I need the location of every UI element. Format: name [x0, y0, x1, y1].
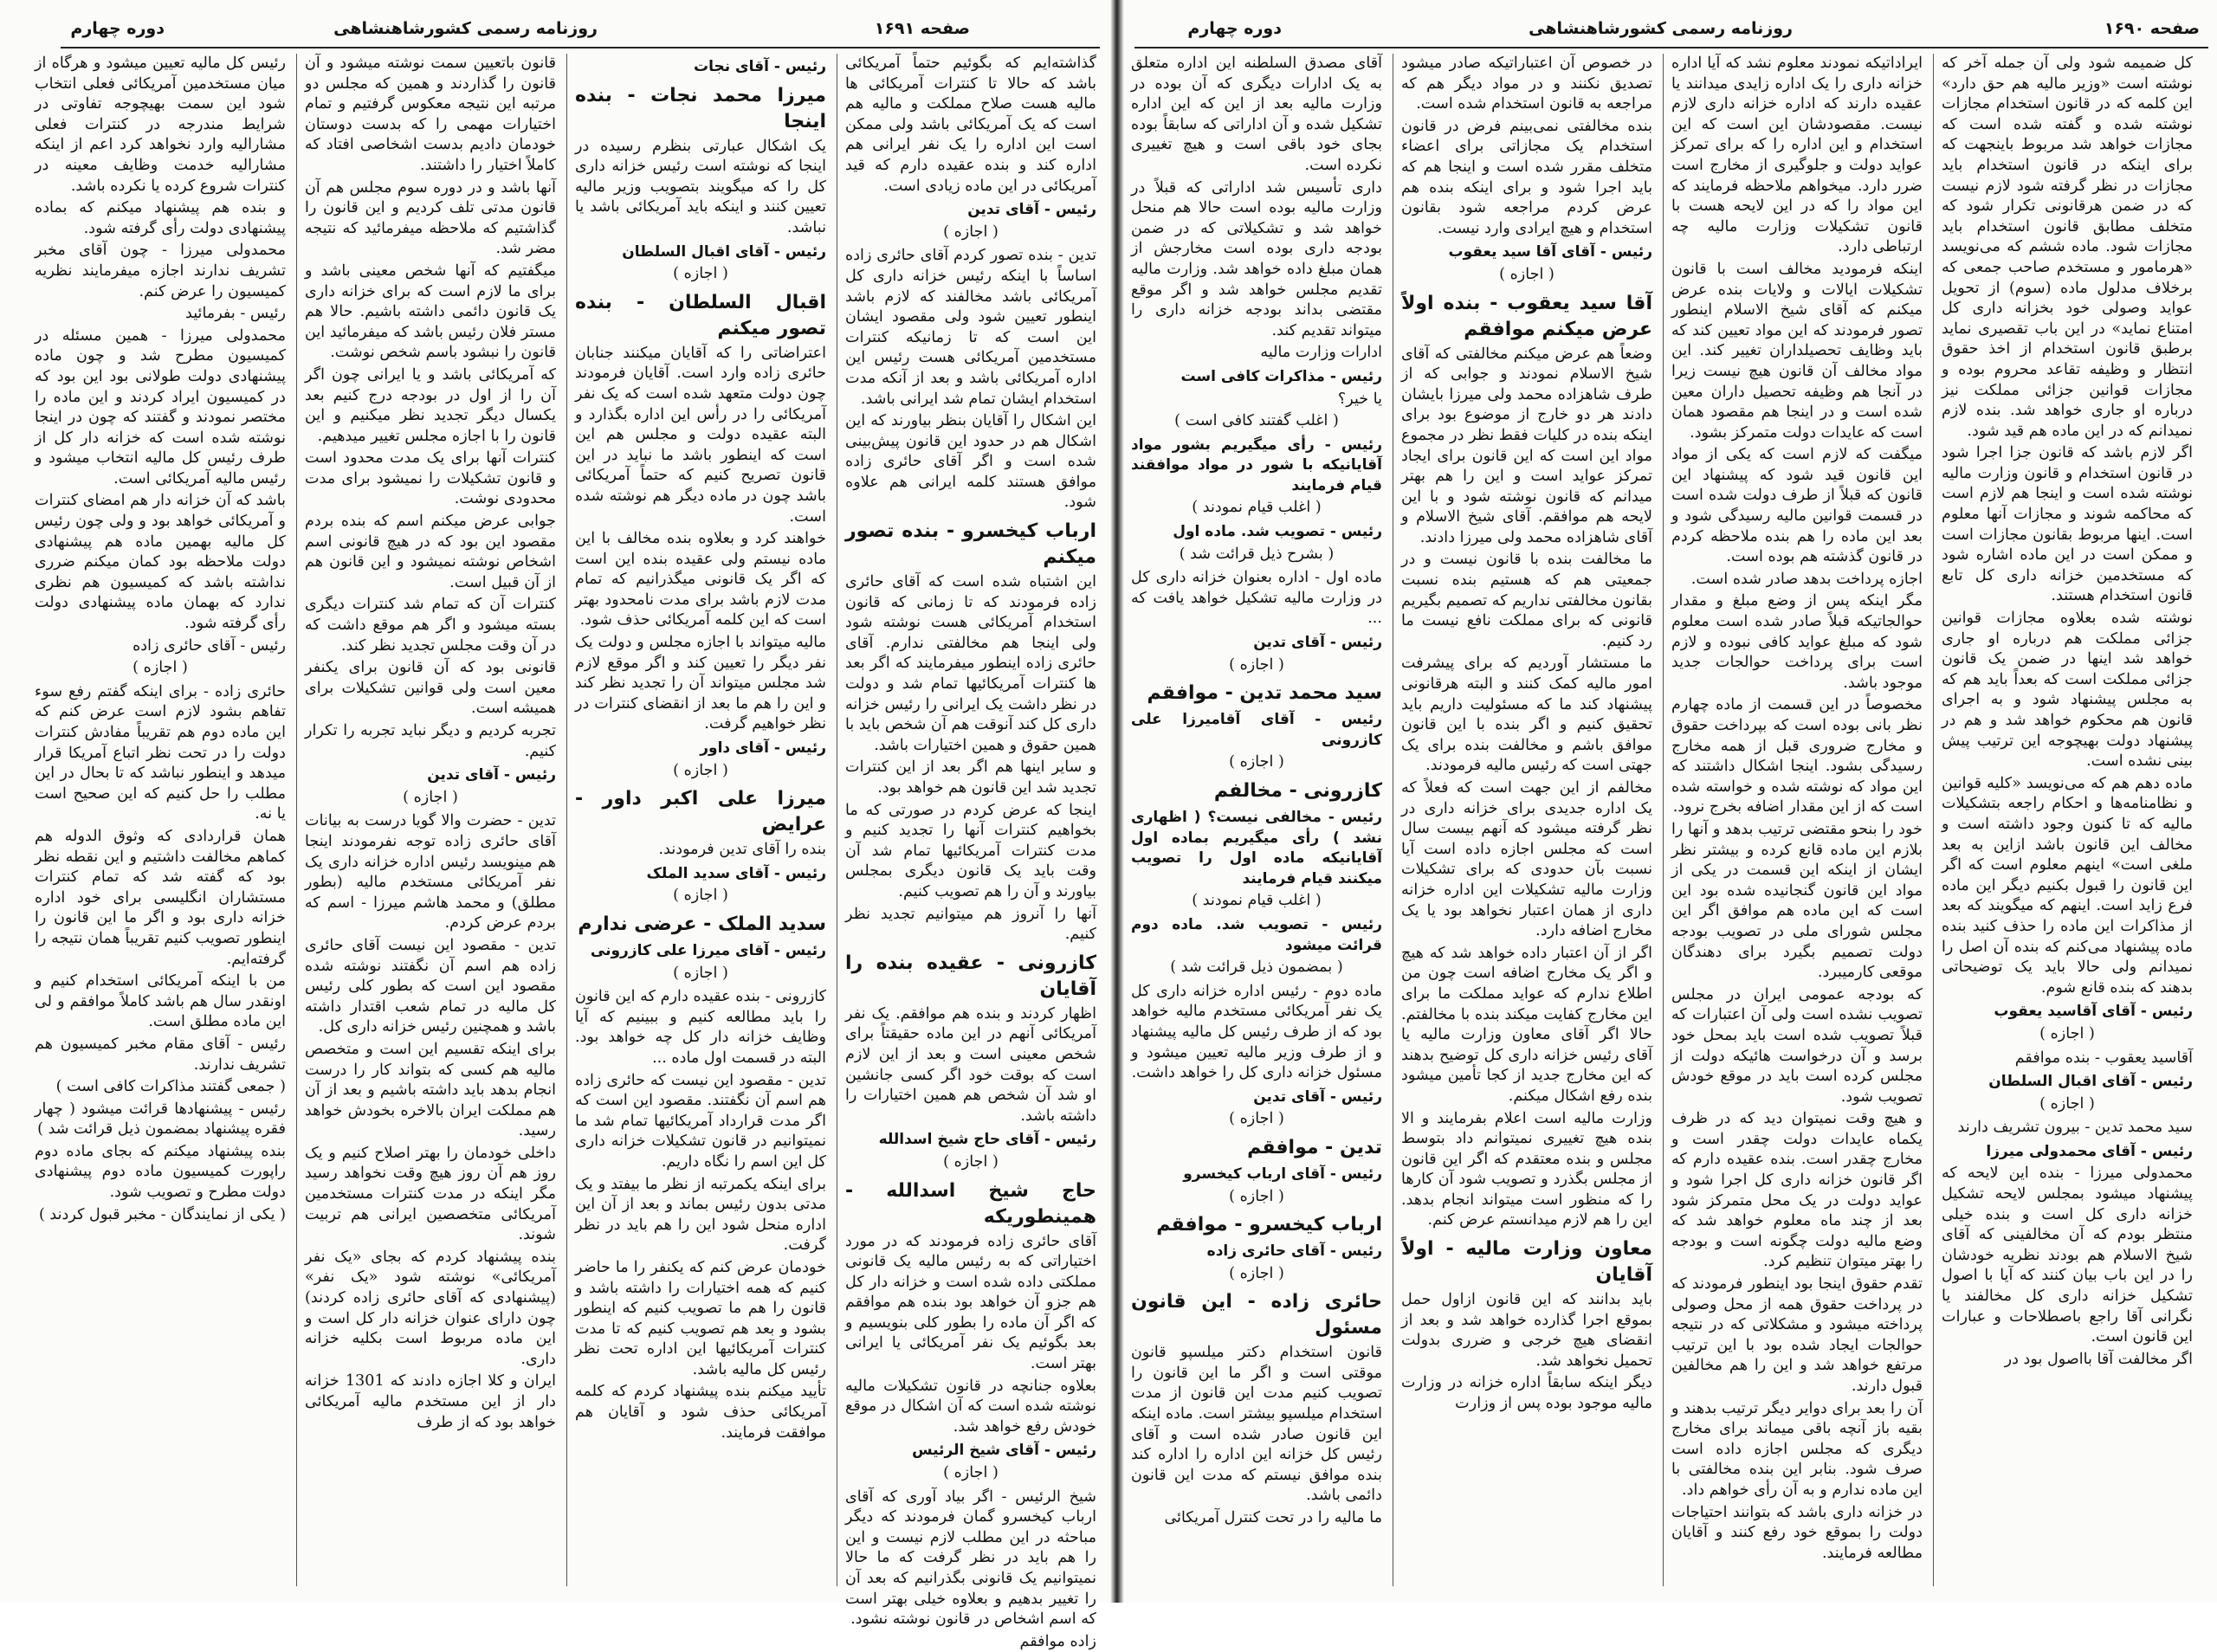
- permission-note: ( اجازه ): [1229, 655, 1284, 674]
- speaker-line: رئیس - آقای شیخ الرئیس: [912, 1442, 1096, 1460]
- speaker-heading: تدین - موافقم: [1247, 1136, 1382, 1158]
- paragraph: در خزانه داری باشد که بتوانند احتیاجات دولت را بموقع خود رفع کنند و آقایان مطالعه فرمایند.: [1671, 1503, 1923, 1562]
- paragraph: آنها را آنروز هم میتوانیم تجدید نظر کنیم.: [845, 905, 1096, 944]
- speaker-line: رئیس - آقای تدین: [967, 201, 1096, 219]
- paragraph: ما مالیه را در تحت کنترل آمریکائی: [1164, 1509, 1382, 1527]
- paragraph: ادارات وزارت مالیه: [1260, 344, 1382, 362]
- page-number: صفحه ۱۶۹۰: [2104, 19, 2200, 38]
- paragraph: آقای مصدق السلطنه این اداره متعلق به یک ادارات دیگری که آن بوده در وزارت مالیه بعد از این که این اداره تشکیل شده و آن اداراتی که سابقاً بوده بجای خود باقی است و هیچ تغییری نکرده است.: [1131, 55, 1382, 174]
- paragraph: آقای حائری زاده فرمودند که در مورد اختیاراتی که به رئیس مالیه یک قانونی مملکتی داده شده است و خزانه دار کل هم جزو آن خواهد بود بنده هم موافقم که اگر آن ماده را بطور کلی بنویسیم و بعد بگوئیم یک نفر آمریکائی یا ایرانی بهتر است.: [845, 1232, 1096, 1373]
- permission-note: ( اجازه ): [673, 761, 728, 779]
- paragraph: داری تأسیس شد اداراتی که قبلاً در وزارت مالیه بوده است حالا هم منحل خواهد شد و تشکیلاتی که در ضمن بودجه داری بوده است مخارجش از همان مبلغ داده خواهد شد. وزارت مالیه تقدیم مجلس خواهد شد و اگر موقع مقتضی بداند بودجه خزانه داری را میتواند تقدیم کند.: [1131, 178, 1382, 339]
- paragraph: این اشکال را آقایان بنظر بیاورند که این اشکال هم در حدود این قانون پیش‌بینی شده است و اگر آقای حائری زاده موافق هستند کلمه ایرانی هم علاوه شود.: [845, 412, 1096, 512]
- paragraph: محمدولی میرزا - همین مسئله در کمیسیون مطرح شد و چون ماده پیشنهادی دولت طولانی بود این بود که در کمیسیون ایراد کردند و این ماده را مختصر نمودند و گفتند که چون در اینجا نوشته شده است که خزانه دار کل از طرف رئیس کل مالیه انتخاب میشود و رئیس مالیه آمریکائی است.: [35, 326, 286, 487]
- speaker-heading: آقا سید یعقوب - بنده اولاً عرض میکنم موافقم: [1401, 292, 1652, 340]
- paragraph: اعتراضاتی را که آقایان میکنند جنابان حائری زاده وارد است. آقایان فرمودند چون دولت متعهد شده است که یک نفر آمریکائی را در رأس این اداره بگذارد و البته عقیده دولت و مجلس هم این است که اینطور باشد ما نباید در این قانون تصریح کنیم که حتماً آمریکائی باشد چون در ماده دیگر هم نوشته شده است.: [575, 344, 826, 526]
- text-column: [1664, 54, 1929, 1586]
- permission-note: ( اجازه ): [673, 887, 728, 905]
- text-column: [1935, 54, 2200, 1586]
- speaker-heading: معاون وزارت مالیه - اولاً آقایان: [1401, 1238, 1652, 1287]
- right-page: [1117, 0, 2217, 1603]
- paragraph: همان قراردادی که وثوق الدوله هم کماهم مخالفت داشتیم و این نقطه نظر بود که گفته شد که تمام کنترات مستشاران انگلیسی برای خود اداره خزانه داری بود و اگر ما این قانون را اینطور تصویب کنیم تقریباً همان نتیجه را گرفته‌ایم.: [35, 827, 286, 968]
- permission-note: ( اجازه ): [133, 659, 188, 677]
- permission-note: ( بشرح ذیل قرائت شد ): [1179, 545, 1335, 563]
- paragraph: اینکه فرمودید مخالف است با قانون تشکیلات ایالات و ولایات بنده عرض میکنم که آقای شیخ الاسلام اینطور تصور فرمودند که این مواد تعیین کند که باید وظایف تحصیلداران تغییر کند. این مواد مخالف آن قانون هیچ نیست زیرا در آنجا هم وظیفه تحصیل داران معین شده است و در اینجا هم مقصود همان است که عایدات دولت متمرکز بشود.: [1671, 260, 1923, 442]
- paragraph: اجازه پرداخت بدهد صادر شده است.: [1690, 570, 1923, 588]
- speaker-line: رئیس - رأی میگیریم بشور مواد آقایانیکه با شور در مواد موافقند قیام فرمایند: [1131, 436, 1382, 494]
- paragraph: محمدولی میرزا - چون آقای مخبر تشریف ندارند اجازه میفرمایند نظریه کمیسیون را عرض کنم.: [35, 242, 286, 300]
- speaker-line: رئیس - مذاکرات کافی است: [1180, 367, 1382, 385]
- permission-note: ( اجازه ): [1229, 1110, 1284, 1128]
- paragraph: ( جمعی گفتند مذاکرات کافی است ): [55, 1078, 286, 1096]
- paragraph: تجربه کردیم و دیگر نباید تجربه را تکرار کنیم.: [305, 722, 556, 760]
- speaker-line: رئیس - آقای آقا سید یعقوب: [1448, 243, 1652, 261]
- speaker-line: رئیس - آقای محمدولی میرزا: [1986, 1142, 2193, 1160]
- paragraph: خودمان عرض کنم که یکنفر را ما حاضر کنیم که همه اختیارات را داشته باشد و قانون را هم ما تصویب کنیم که اینطور بشود و بعد هم تصویب کنیم که تا مدت کنترات آمریکائیها این اداره تحت نظر رئیس کل مالیه باشد.: [575, 1258, 826, 1378]
- permission-note: ( اجازه ): [403, 788, 458, 806]
- paragraph: این اشتباه شده است که آقای حائری زاده فرمودند که تا زمانی که قانون استخدام آمریکائی هست نوشته شود ولی اینجا هم مخالفتی ندارم. آقای حائری زاده اینطور میفرمایند که اگر بعد ها کنترات آمریکائیها تمام شد و دولت در نظر داشت یک ایرانی را رئیس خزانه داری کل کند آنوقت هم آن شخص باید با همین حقوق و همین اختیارات باشد.: [844, 573, 1096, 754]
- speaker-line: رئیس - تصویب شد. ماده اول: [1173, 523, 1382, 541]
- speaker-line: رئیس - آقای تدین: [1253, 634, 1382, 652]
- paragraph: ماده دهم هم که می‌نویسد «کلیه قوانین و نظامنامه‌ها و احکام راجعه بتشکیلات مالیه که تا کنون وجود داشته است و مخالف این قانون باشد ازاین به بعد ملغی است» اینهم معلوم است که اگر این قانون را قبول بکنیم دیگر این ماده فرع زاید است. اینهم که میگویند که بعد از مذاکرات این ماده را حذف کنید بنده ماده پیشنهاد می‌کنم که بنده آن اصل را نمیدانم ولی حالا باید یک توضیحاتی بدهند که بنده قانع شوم.: [1942, 774, 2193, 997]
- speaker-line: رئیس - آقای نجات: [694, 58, 826, 75]
- permission-note: ( اجازه ): [943, 223, 999, 241]
- permission-note: ( اجازه ): [943, 1464, 999, 1482]
- speaker-line: رئیس - آقای سدید الملک: [646, 864, 826, 882]
- paragraph: دیگر اینکه سابقاً اداره خزانه در وزارت مالیه موجود بوده پس از وزارت: [1401, 1374, 1652, 1413]
- paragraph: تدین - حضرت والا گویا درست به بیانات آقای حائری زاده توجه نفرمودند اینجا هم مینویسد رئیس اداره خزانه داری یک نفر آمریکائی مستخدم مالیه (بطور مطلق) و محمد هاشم میرزا - اسم که بردم عرض کردم.: [305, 812, 556, 932]
- permission-note: ( اجازه ): [943, 1152, 999, 1171]
- permission-note: ( اغلب قیام نمودند ): [1192, 499, 1322, 517]
- paragraph: سید محمد تدین - بیرون تشریف دارند: [1957, 1119, 2193, 1137]
- page-header: [1134, 12, 2208, 48]
- paragraph: وضعاً هم عرض میکنم مخالفتی که آقای شیخ الاسلام نمودند و جوابی که از طرف شاهزاده محمد ولی میرزا بایشان دادند هر دو خارج از موضوع بود برای اینکه بنده در کلیات فقط نظر در مجموع مواد این است که این قانون برای ایجاد تمرکز عواید است و این را هم بهتر میدانم که قانون نوشته شود و با این لایحه هم موافقم. آقای شیخ الاسلام و آقای شاهزاده محمد ولی میرزا دادند.: [1401, 345, 1652, 546]
- paragraph: اگر از آن اعتبار داده خواهد شد که هیچ و اگر یک مخارج اضافه است چون من اطلاع ندارم که عواید مملکت ما برای این مخارج کفایت میکند بنده با مخالفتم. حالا اگر آقای معاون وزارت مالیه یا آقای رئیس خزانه داری کل توضیح بدهند که این مخارج جدید از کجا تأمین میشود بنده رفع اشکال میکنم.: [1401, 944, 1652, 1105]
- speaker-heading: حاج شیخ اسدالله - همینطوریکه: [845, 1179, 1096, 1228]
- paragraph: ماده اول - اداره بعنوان خزانه داری کل در وزارت مالیه تشکیل خواهد یافت که ...: [1131, 569, 1382, 628]
- speaker-line: رئیس - آقای حاج شیخ اسدالله: [878, 1131, 1096, 1149]
- speaker-heading: ارباب کیخسرو - بنده تصور میکنم: [845, 520, 1096, 569]
- paragraph: کنترات آن که تمام شد کنترات دیگری بسته میشود و اگر هم موقع داشت که در آن وقت مجلس تجدید نظر کند.: [305, 596, 556, 655]
- paragraph: یک اشکال عبارتی بنظرم رسیده در اینجا که نوشته است رئیس خزانه داری کل را که میگویند بتصویب وزیر مالیه تعیین کنند و اینکه باید آمریکائی باشد یا نباشد.: [575, 137, 826, 236]
- paragraph: گذاشته‌ایم که بگوئیم حتماً آمریکائی باشد که حالا تا کنترات آمریکائی ها مالیه هست صلاح مملکت و مالیه هم است که یک آمریکائی باشد ولی ممکن است این اداره را یک نفر ایرانی هم اداره کند و بنده عقیده دارم که قید آمریکائی در این ماده زیادی است.: [845, 55, 1096, 195]
- paragraph: آنها باشد و در دوره سوم مجلس هم آن قانون مدتی تلف کردیم و این قانون را گذاشتیم که ملاحظه میفرمائید که نتیجه مضر شد.: [305, 178, 556, 258]
- speaker-heading: سدید الملک - عرضی ندارم: [578, 913, 826, 935]
- page-number: صفحه ۱۶۹۱: [874, 19, 970, 38]
- paragraph: ایران و کلا اجازه دادند که 1301 خزانه دار از این مستخدم مالیه آمریکائی خواهد بود که از طرف: [305, 1372, 556, 1431]
- paragraph: قانونی بود که آن قانون برای یکنفر معین است ولی قوانین تشکیلات برای همیشه است.: [305, 659, 556, 718]
- paragraph: ایراداتیکه نمودند معلوم نشد که آیا اداره خزانه داری را یک اداره زایدی میدانند یا عقیده دارند که اداره خزانه داری لازم نیست. مقصودشان این است که این استخدام و این اداره را که برای تمرکز عواید دولت و جلوگیری از مخارج است ضرر دارد. میخواهم ملاحظه فرمایند که این مواد را که در این لایحه هست با قانون تشکیلات وزارت مالیه چه ارتباطی دارد.: [1671, 55, 1923, 256]
- paragraph: تقدم حقوق اینجا بود اینطور فرمودند که در پرداخت حقوق همه از محل وصولی پرداخته میشود و مشکلاتی که در نتیجه حوالجات ایجاد شده بود با این ترتیب مرتفع خواهد شد و این را هم مخالفین قبول دارند.: [1671, 1275, 1923, 1395]
- paragraph: رئیس - آقای حائری زاده: [133, 636, 286, 655]
- speaker-line: رئیس - آقای میرزا علی کازرونی: [590, 942, 826, 959]
- speaker-line: رئیس - آقای آقاسید یعقوب: [1994, 1003, 2193, 1021]
- paragraph: مالیه میتواند با اجازه مجلس و دولت یک نفر دیگر را تعیین کند و اگر موقع لازم شد مجلس میتواند آن را تجدید نظر کند و این را هم ما بعد از انقضای کنترات در نظر خواهیم گرفت.: [575, 634, 826, 733]
- paragraph: بنده را آقای تدین فرمودند.: [658, 841, 826, 859]
- paragraph: خواهند کرد و بعلاوه بنده مخالف با این ماده نیستم ولی عقیده بنده این است که اگر یک قانونی میگذرانیم که تمام مدت لازم باشد برای مدت نامحدود بهتر است که این کلمه آمریکائی حذف شود.: [575, 530, 826, 629]
- paragraph: یا خیر؟: [1337, 390, 1382, 408]
- paragraph: ماده دوم - رئیس اداره خزانه داری کل یک نفر آمریکائی مستخدم مالیه خواهد بود که از طرف رئیس کل مالیه پیشنهاد و از طرف وزیر مالیه تعیین میشود و مسئول خزانه داری کل را خواهد داشت.: [1131, 982, 1382, 1082]
- speaker-heading: میرزا علی اکبر داور - عرایض: [575, 788, 826, 836]
- paragraph: اگر لازم باشد که قانون جزا اجرا شود در قانون استخدام و قانون وزارت مالیه نوشته شده است و اینجا هم لازم است که محاکمه شوند و مجازات آنها معلوم است. اینها مربوط بقانون مجازات است و ممکن است در این ماده اشاره شود که مستخدمین خزانه داری کل تابع قانون استخدام هستند.: [1942, 444, 2193, 605]
- paragraph: بنده پیشنهاد کردم که بجای «یک نفر آمریکائی» نوشته شود «یک نفر» (پیشنهادی که آقای حائری زاده کردند) چون دارای عنوان خزانه دار کل است و این ماده مربوط است بکلیه خزانه داری.: [305, 1248, 556, 1368]
- paragraph: بنده مخالفتی نمی‌بینم فرض در قانون استخدام یک مجازاتی برای اعضاء متخلف مقرر شده است و اینجا هم که باید اجرا شود و برای اینکه بنده هم عرض کردم مراجعه شود بقانون استخدام و هیچ ایرادی وارد نیست.: [1401, 117, 1652, 237]
- speaker-line: رئیس - آقای حائری زاده: [1206, 1242, 1382, 1261]
- paragraph: بنده پیشنهاد میکنم که بجای ماده دوم راپورت کمیسیون ماده دوم پیشنهادی دولت مطرح و تصویب شود.: [35, 1142, 286, 1202]
- session-label: دوره چهارم: [1187, 19, 1282, 38]
- paragraph: حائری زاده - برای اینکه گفتم رفع سوء تفاهم بشود لازم است عرض کنم که این ماده دوم هم تقریباً مفادش کنترات دولت را در تحت نظر اتباع آمریکا قرار میدهد و اینطور نباشد که تا بحال در این مطلب را حل کنیم که این صحیح است یا نه.: [35, 682, 286, 823]
- paragraph: مگر اینکه پس از وضع مبلغ و مقدار حوالجاتیکه قبلاً صادر شده است معلوم شود که مبلغ عواید کافی نبوده و لازم است برای پرداخت حوالجات جدید موجود باشد.: [1671, 592, 1923, 692]
- paragraph: اظهار کردند و بنده هم موافقم. یک نفر آمریکائی آنهم در این ماده حقیقتاً برای شخص معینی است و بعد از این لازم است که بوقت خود اگر کسی جانشین او شد آن شخص هم همین اختیارات را داشته باشد.: [845, 1004, 1096, 1125]
- speaker-heading: اقبال السلطان - بنده تصور میکنم: [575, 291, 826, 339]
- paragraph: مخصوصاً در این قسمت از ماده چهارم نظر بانی بوده است که بپرداخت حقوق و مخارج ضروری قبل از همه مخارج رسیدگی بشود. اینجا اشکال داشتند که این مواد که نوشته شده و خواسته شده است که از این مقدار اضافه بخرج نرود.: [1671, 696, 1923, 816]
- speaker-line: رئیس - آقای ارباب کیخسرو: [1183, 1165, 1382, 1183]
- paragraph: برای اینکه یکمرتبه از نظر ما بیفتد و یک مدتی بدون رئیس بماند و بعد از آن این اداره منحل شود این را هم باید در نظر گرفت.: [575, 1175, 826, 1255]
- paragraph: تدین - مقصود این نیست آقای حائری زاده هم اسم آن نگفتند نوشته شده مقصود این است که بطور کلی رئیس کل مالیه در تمام شعب اقتدار داشته باشد و همچنین رئیس خزانه داری کل.: [305, 936, 556, 1036]
- paragraph: باشد که آن خزانه دار هم امضای کنترات و آمریکائی خواهد بود و ولی چون رئیس کل مالیه بهمین ماده هم پیشنهادی دولت ملاحظه بود کمان میکنم ضرری نداشته باشد که کمیسیون هم نظری ندارد که بهمان ماده پیشنهادی دولت رأی گرفته شود.: [35, 492, 286, 633]
- speaker-line: رئیس - تصویب شد. ماده دوم قرائت میشود: [1131, 915, 1382, 954]
- paragraph: ما مخالفت بنده با قانون نیست و در جمعیتی هم که هستیم بنده نسبت بقانون مخالفتی نداریم که تصمیم بگیریم قانونی که برای مملکت نافع نیست ما رد کنیم.: [1401, 551, 1652, 650]
- text-column: [28, 54, 293, 1586]
- paragraph: که آمریکائی باشد و یا ایرانی چون اگر آن را از اول در بودجه درج کنیم بعد یکسال دیگر تجدید نظر میکنیم و این قانون را با اجازه مجلس تغییر میدهیم.: [305, 365, 556, 445]
- paragraph: رئیس - بفرمائید: [185, 305, 286, 323]
- paragraph: ( یکی از نمایندگان - مخبر قبول کردند ): [38, 1205, 286, 1223]
- paragraph: رئیس کل مالیه تعیین میشود و هرگاه از میان مستخدمین آمریکائی فعلی انتخاب شود این سمت بهیچوجه تفاوتی در شرایط مندرجه در کنترات فعلی مشارالیه وارد نخواهد کرد اعم از اینکه مشارالیه خدمت وظایف معینه در کنترات شروع کرده یا نکرده باشد.: [35, 55, 286, 195]
- paragraph: و بنده هم پیشنهاد میکنم که بماده پیشنهادی دولت رأی گرفته شود.: [35, 199, 286, 237]
- text-column: [838, 54, 1103, 1650]
- paragraph: کنترات آنها برای یک مدت محدود است و قانون تشکیلات را نمیشود برای مدت محدودی نوشت.: [305, 449, 556, 508]
- paragraph: نوشته شده بعلاوه مجازات قوانین جزائی مملکت هم درباره او جاری خواهد شد اینها در ضمن یک قانون جزائی مملکت است که بعداً باید هم که به مجلس پیشنهاد شود و به اجرای قانون هم محکوم خواهد شد و هم در پیشنهاد دولت بهیچوجه این ترتیب پیش بینی نشده است.: [1942, 610, 2193, 771]
- text-column: [1124, 54, 1389, 1586]
- permission-note: ( اجازه ): [1229, 1264, 1284, 1282]
- column-rule: [566, 54, 567, 1586]
- paragraph: جوابی عرض میکنم اسم که بنده بردم مقصود این بود که در هیچ قانونی اسم اشخاص نوشته نمیشود و این قانون هم از آن قبیل است.: [305, 513, 556, 591]
- permission-note: ( اجازه ): [673, 265, 728, 283]
- session-label: دوره چهارم: [70, 19, 165, 38]
- paragraph: خود را بنحو مقتضی ترتیب بدهد و آنها را بلازم این ماده قانع کرده و بیشتر نظر ایشان از اینکه این قسمت در یکی از مواد این قانون گنجانیده شده بود این است که این ماده هم موافق اگر این مجلس شورای ملی در تصویب بودجه دولت تصمیم بگیرد برای دهندگان موقعی کارمیبرد.: [1671, 820, 1923, 982]
- paragraph: زاده موافقم: [1019, 1632, 1096, 1650]
- speaker-heading: حائری زاده - این قانون مسئول: [1131, 1291, 1382, 1339]
- paragraph: تدین - مقصود این نیست که حائری زاده هم اسم آن نگفتند. مقصود این است که اگر مدت قرارداد آمریکائیها تمام شد ما نمیتوانیم در قانون تشکیلات خزانه داری کل این اسم را نگاه داریم.: [575, 1071, 826, 1171]
- paragraph: باید بدانند که این قانون ازاول حمل بموقع اجرا گذارده خواهد شد و بعد از انقضای هیچ خرجی و ضرری بدولت تحمیل نخواهد شد.: [1401, 1291, 1652, 1370]
- permission-note: ( بمضمون ذیل قرائت شد ): [1170, 958, 1343, 977]
- paragraph: محمدولی میرزا - بنده این لایحه که پیشنهاد میشود بمجلس لایحه تشکیل خزانه داری کل است و بنده خیلی منتظر بودم که آن مخالفینی که آقای شیخ الاسلام هم بودند نظریه خودشان را در این باب بیان کنند که آیا با اصول تشکیل خزانه داری کل مخالفند یا نگرانی آقا راجع باصطلاحات و عبارات این قانون است.: [1942, 1165, 2193, 1346]
- paragraph: اگر مخالفت آقا بااصول بود در: [2004, 1350, 2193, 1368]
- text-column: [568, 54, 833, 1586]
- paragraph: و هیچ وقت نمیتوان دید که در ظرف یکماه عایدات دولت چقدر است و مخارج چقدر است. بنده عقیده دارم که اگر قانون خزانه داری کل اجرا شود و عواید دولت در یک محل متمرکز شود بعد از چند ماه معلوم خواهد شد که وضع مالیه دولت چگونه است و بودجه را بهتر میتوان تنظیم کرد.: [1671, 1110, 1923, 1271]
- permission-note: ( اجازه ): [1499, 265, 1554, 283]
- paragraph: رئیس - پیشنهادها قرائت میشود ( چهار فقره پیشنهاد بمضمون ذیل قرائت شد ): [35, 1100, 286, 1139]
- speaker-heading: میرزا محمد نجات - بنده اینجا: [575, 84, 826, 132]
- paragraph: آن را بعد برای دوایر دیگر ترتیب بدهند و بقیه باز آنچه باقی میماند برای مخارج دیگری که مجلس اجازه داده است صرف شود. بنابر این بنده مخالفتی با این ماده ندارم و به آن رأی خواهم داد.: [1671, 1399, 1923, 1499]
- speaker-line: رئیس - آقای اقبال السلطان: [1988, 1073, 2193, 1091]
- newspaper-title: روزنامه رسمی کشورشاهنشاهی: [333, 19, 598, 38]
- paragraph: داخلی خودمان را بهتر اصلاح کنیم و یک روز هم آن روز هیچ وقت نخواهد رسید مگر اینکه در مدت کنترات مستخدمین آمریکائی متخصصین ایرانی هم تربیت شوند.: [305, 1144, 556, 1244]
- permission-note: ( اجازه ): [673, 964, 728, 982]
- paragraph: ما مستشار آوردیم که برای پیشرفت امور مالیه کمک کنند و البته هرقانونی پیشنهاد کند ما که مسئولیت داریم باید تحقیق کنیم و اگر بنده با این قانون موافق باشم و مخالفت بنده برای یک جهتی است که رئیس مالیه فرمودند.: [1401, 655, 1652, 775]
- book-spine: [1110, 0, 1124, 1603]
- column-rule: [1933, 54, 1934, 1586]
- speaker-heading: کازرونی - عقیده بنده را آقایان: [845, 952, 1096, 1000]
- column-rule: [1663, 54, 1664, 1586]
- paragraph: اینجا که عرض کردم در صورتی که ما بخواهیم کنترات آنها را تجدید کنیم و مدت کنترات آمریکائیها تمام شد آن وقت باید یک قانون دیگری بمجلس بیاورند و آن را هم تصویب کنیم.: [845, 801, 1096, 900]
- speaker-line: رئیس - آقای اقبال السلطان: [622, 242, 826, 261]
- paragraph: میگفتیم که آنها شخص معینی باشد و برای ما لازم است که برای خزانه داری یک قانون دائمی داشته باشیم. حالا هم مستر فلان رئیس باشد که میفرمائید این قانون را نبشود باسم شخص نوشت.: [305, 261, 556, 362]
- paragraph: شیخ الرئیس - اگر بیاد آوری که آقای ارباب کیخسرو گمان فرمودند که دیگر مباحثه در این مطلب لازم نیست و این را هم باید در نظر گرفت که ما حالا نمیتوانیم یک قانونی بگذرانیم که بعد آن را تغییر بدهیم و بعلاوه خیلی بهتر است که اسم اشخاص در قانون نوشته نشود.: [845, 1487, 1096, 1629]
- permission-note: ( اجازه ): [2039, 1094, 2095, 1113]
- paragraph: آقاسید یعقوب - بنده موافقم: [2014, 1049, 2193, 1067]
- paragraph: من با اینکه آمریکائی استخدام کنیم و اونقدر سال هم باشد کاملاً موافقم و لی این ماده مطلق است.: [35, 972, 286, 1031]
- speaker-line: رئیس - مخالفی نیست؟ ( اظهاری نشد ) رأی میگیریم بماده اول آقایانیکه ماده اول را تصویب میکنند قیام فرمایند: [1131, 809, 1382, 887]
- speaker-line: رئیس - آقای تدین: [1253, 1087, 1382, 1106]
- paragraph: تأیید میکنم بنده پیشنهاد کردم که کلمه آمریکائی حذف شود و آقایان هم موافقت فرمایند.: [575, 1383, 826, 1442]
- permission-note: ( اغلب قیام نمودند ): [1192, 892, 1322, 910]
- paragraph: در خصوص آن اعتباراتیکه صادر میشود تصدیق نکنند و در مواد دیگر هم که مراجعه به قانون استخدام شده است.: [1401, 55, 1652, 113]
- paragraph: مخالفم از این جهت است که فعلاً که یک اداره جدیدی برای خزانه داری در نظر گرفته میشود که آنهم بیست سال است که مجلس اجازه داده است آیا نسبت بآن حدودی که برای تشکیلات وزارت مالیه تشکیلات این اداره خزانه داری از همان اعتبار نخواهد بود یا یک مخارج اضافه دارد.: [1401, 779, 1652, 940]
- paragraph: میگفت که لازم است که یکی از مواد این قانون قید شود که پیشنهاد این قانون که قبلاً از طرف دولت شده است در قسمت قوانین مالیه رسیدگی شود و بعد این ماده را هم بنده ملاحظه کردم در قانون گذشته هم بوده است.: [1671, 446, 1923, 566]
- paragraph: قانون استخدام دکتر میلسپو قانون موقتی است و اگر ما این قانون را تصویب کنیم مدت این قانون از مدت استخدام میلسپو بیشتر است. ماده اینکه این قانون صادر شده است و آقای رئیس کل خزانه این اداره را اداره کند بنده موافق نیستم که مدت این قانون دائمی باشد.: [1131, 1344, 1382, 1505]
- speaker-heading: ارباب کیخسرو - موافقم: [1156, 1214, 1382, 1236]
- paragraph: کازرونی - بنده عقیده دارم که این قانون را باید مطالعه کنیم و ببینیم که آیا وظایف خزانه دار کل چه خواهد بود. البته در قسمت اول ماده ...: [575, 988, 826, 1067]
- permission-note: ( اجازه ): [1229, 1187, 1284, 1205]
- permission-note: ( اجازه ): [1229, 753, 1284, 771]
- speaker-line: رئیس - آقای داور: [700, 739, 826, 758]
- text-column: [298, 54, 563, 1586]
- paragraph: قانون باتعیین سمت نوشته میشود و آن قانون را گذاردند و همین که مجلس دو مرتبه این نتیجه معکوس گرفتیم و تمام اختیارات مهمی را که بدست دوستان خودمان دادیم بدست اشخاصی افتاد که کاملاً اختیار را داشتند.: [305, 55, 556, 174]
- newspaper-title: روزنامه رسمی کشورشاهنشاهی: [1529, 19, 1793, 38]
- paragraph: تدین - بنده تصور کردم آقای حائری زاده اساساً با اینکه رئیس خزانه داری کل آمریکائی باشد مخالفند که لازم باشد اینطور تعیین شود ولی مقصود ایشان این است که تا زمانیکه کنترات مستخدمین آمریکائی هست رئیس این اداره آمریکائی باشد و بعد از آنکه مدت استخدام ایشان تمام شد ایرانی باشد.: [845, 247, 1096, 408]
- speaker-line: رئیس - آقای آقامیرزا علی کازرونی: [1131, 711, 1382, 749]
- speaker-heading: سید محمد تدین - موافقم: [1147, 682, 1382, 705]
- paragraph: که بودجه عمومی ایران در مجلس تصویب نشده است ولی آن اعتبارات که قبلاً تصویب شده است باید بمحل خود برسد و آن درخواست هائیکه دولت از مجلس کرده است باید در موقع خودش تصویب شود.: [1671, 985, 1923, 1106]
- permission-note: ( اغلب گفتند کافی است ): [1174, 412, 1339, 430]
- paragraph: بعلاوه جنانچه در قانون تشکیلات مالیه نوشته شده است که آن اشکال در موقع خودش رفع خواهد شد.: [845, 1377, 1096, 1436]
- paragraph: کل ضمیمه شود ولی آن جمله آخر که نوشته است «وزیر مالیه هم حق دارد» این کلمه که در قانون استخدام مجازات نوشته شده و گفته شده است که مجازات خواهد شد مربوط باینجهت که برای اینکه در قانون استخدام باید مجازات در نظر گرفته شود لازم نیست که در ضمن هرقانونی تکرار شود که متخلف مطابق قانون استخدام باید مجازات شود. ماده ششم که می‌نویسد «هرمامور و مستخدم صاحب جمعی که برخلاف مدلول ماده (سوم) از تحویل عواید وصولی خود بخزانه داری کل امتناع نماید» در این باب تقصیری نماید برطبق قانون استخدام از اخذ حقوق انتظار و وظیفه تقاعد محروم بوده و مجازات قوانین جزائی مملکت نیز درباره او جاری خواهد شد. بنده لازم نمیدانم که در این ماده هم قید شود.: [1942, 55, 2193, 440]
- permission-note: ( اجازه ): [2039, 1024, 2095, 1042]
- paragraph: برای اینکه تقسیم این است و متخصص مالیه هم کسی که بتواند کار را درست انجام بدهد باید داشته باشیم و بعد از آن هم مملکت ایران بالاخره بخودش خواهد رسید.: [305, 1040, 556, 1140]
- speaker-heading: کازرونی - مخالفم: [1213, 780, 1382, 802]
- speaker-line: رئیس - آقای تدین: [427, 766, 556, 784]
- page-header: [61, 12, 1100, 48]
- paragraph: و سایر اینها هم اگر بعد از این کنترات تجدید شد این قانون هم خواهد بود.: [845, 758, 1096, 797]
- text-column: [1394, 54, 1659, 1586]
- column-rule: [296, 54, 297, 1586]
- paragraph: وزارت مالیه است اعلام بفرمایند و الا بنده هیچ تغییری نمیتوانم داد بتوسط مجلس و بنده معتقدم که اگر این قانون از مجلس بگذرد و تصویب شود آن کارها را که منظور است میتواند انجام بدهد. این را هم لازم میدانستم عرض کنم.: [1401, 1109, 1652, 1229]
- paragraph: رئیس - آقای مقام مخبر کمیسیون هم تشریف ندارند.: [35, 1035, 286, 1074]
